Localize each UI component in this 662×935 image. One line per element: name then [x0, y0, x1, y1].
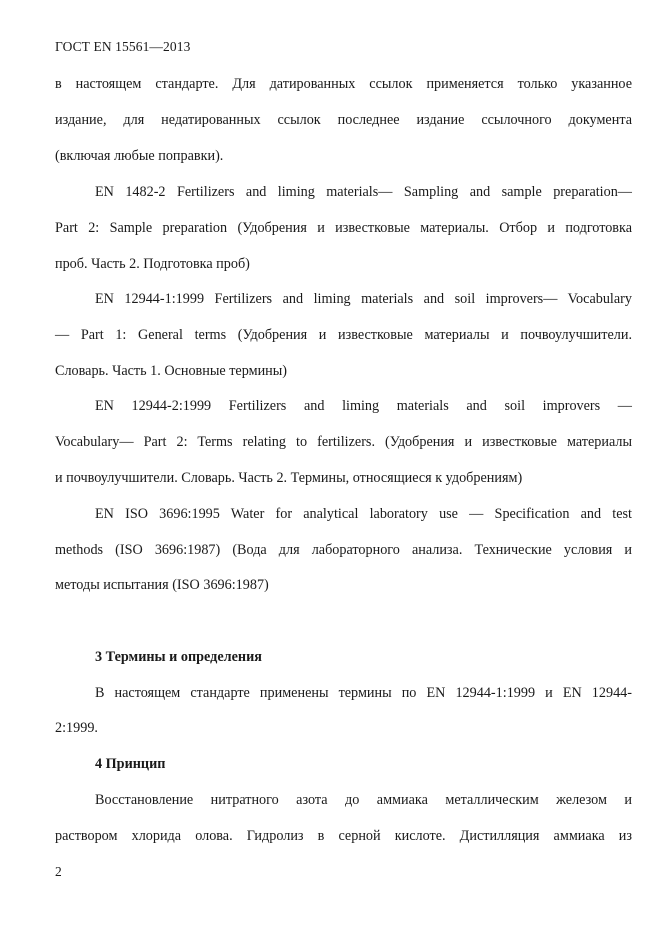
- text-line: (включая любые поправки).: [55, 148, 224, 164]
- text-line: проб. Часть 2. Подготовка проб): [55, 256, 250, 272]
- text-line: EN 12944-1:1999 Fertilizers and liming materials and soil improvers— Vocabulary: [95, 291, 632, 307]
- text-line: EN 12944-2:1999 Fertilizers and liming materials and soil improvers —: [95, 398, 632, 414]
- text-line: EN ISO 3696:1995 Water for analytical laboratory use — Specification and test: [95, 506, 632, 522]
- text-line: Vocabulary— Part 2: Terms relating to fertilizers. (Удобрения и известковые материалы: [55, 434, 632, 450]
- page-header: ГОСТ EN 15561—2013: [55, 39, 191, 54]
- text-line: в настоящем стандарте. Для датированных ссылок применяется только указанное: [55, 76, 632, 92]
- text-line: EN 1482-2 Fertilizers and liming materials— Sampling and sample preparation—: [95, 184, 632, 200]
- text-line: издание, для недатированных ссылок последнее издание ссылочного документа: [55, 112, 632, 128]
- section-heading: 4 Принцип: [95, 756, 166, 772]
- text-line: Part 2: Sample preparation (Удобрения и известковые материалы. Отбор и подготовка: [55, 220, 632, 236]
- text-line: — Part 1: General terms (Удобрения и известковые материалы и почвоулучшители.: [55, 327, 632, 343]
- text-line: 2:1999.: [55, 720, 98, 736]
- text-line: Словарь. Часть 1. Основные термины): [55, 363, 288, 379]
- text-line: Восстановление нитратного азота до аммиака металлическим железом и: [95, 792, 632, 808]
- text-line: methods (ISO 3696:1987) (Вода для лабораторного анализа. Технические условия и: [55, 542, 632, 558]
- text-line: В настоящем стандарте применены термины по EN 12944-1:1999 и EN 12944-: [95, 685, 632, 701]
- text-line: методы испытания (ISO 3696:1987): [55, 577, 269, 593]
- section-heading: 3 Термины и определения: [95, 649, 262, 665]
- page-number: 2: [55, 864, 62, 879]
- text-line: раствором хлорида олова. Гидролиз в серной кислоте. Дистилляция аммиака из: [55, 828, 632, 844]
- text-line: и почвоулучшители. Словарь. Часть 2. Термины, относящиеся к удобрениям): [55, 470, 523, 486]
